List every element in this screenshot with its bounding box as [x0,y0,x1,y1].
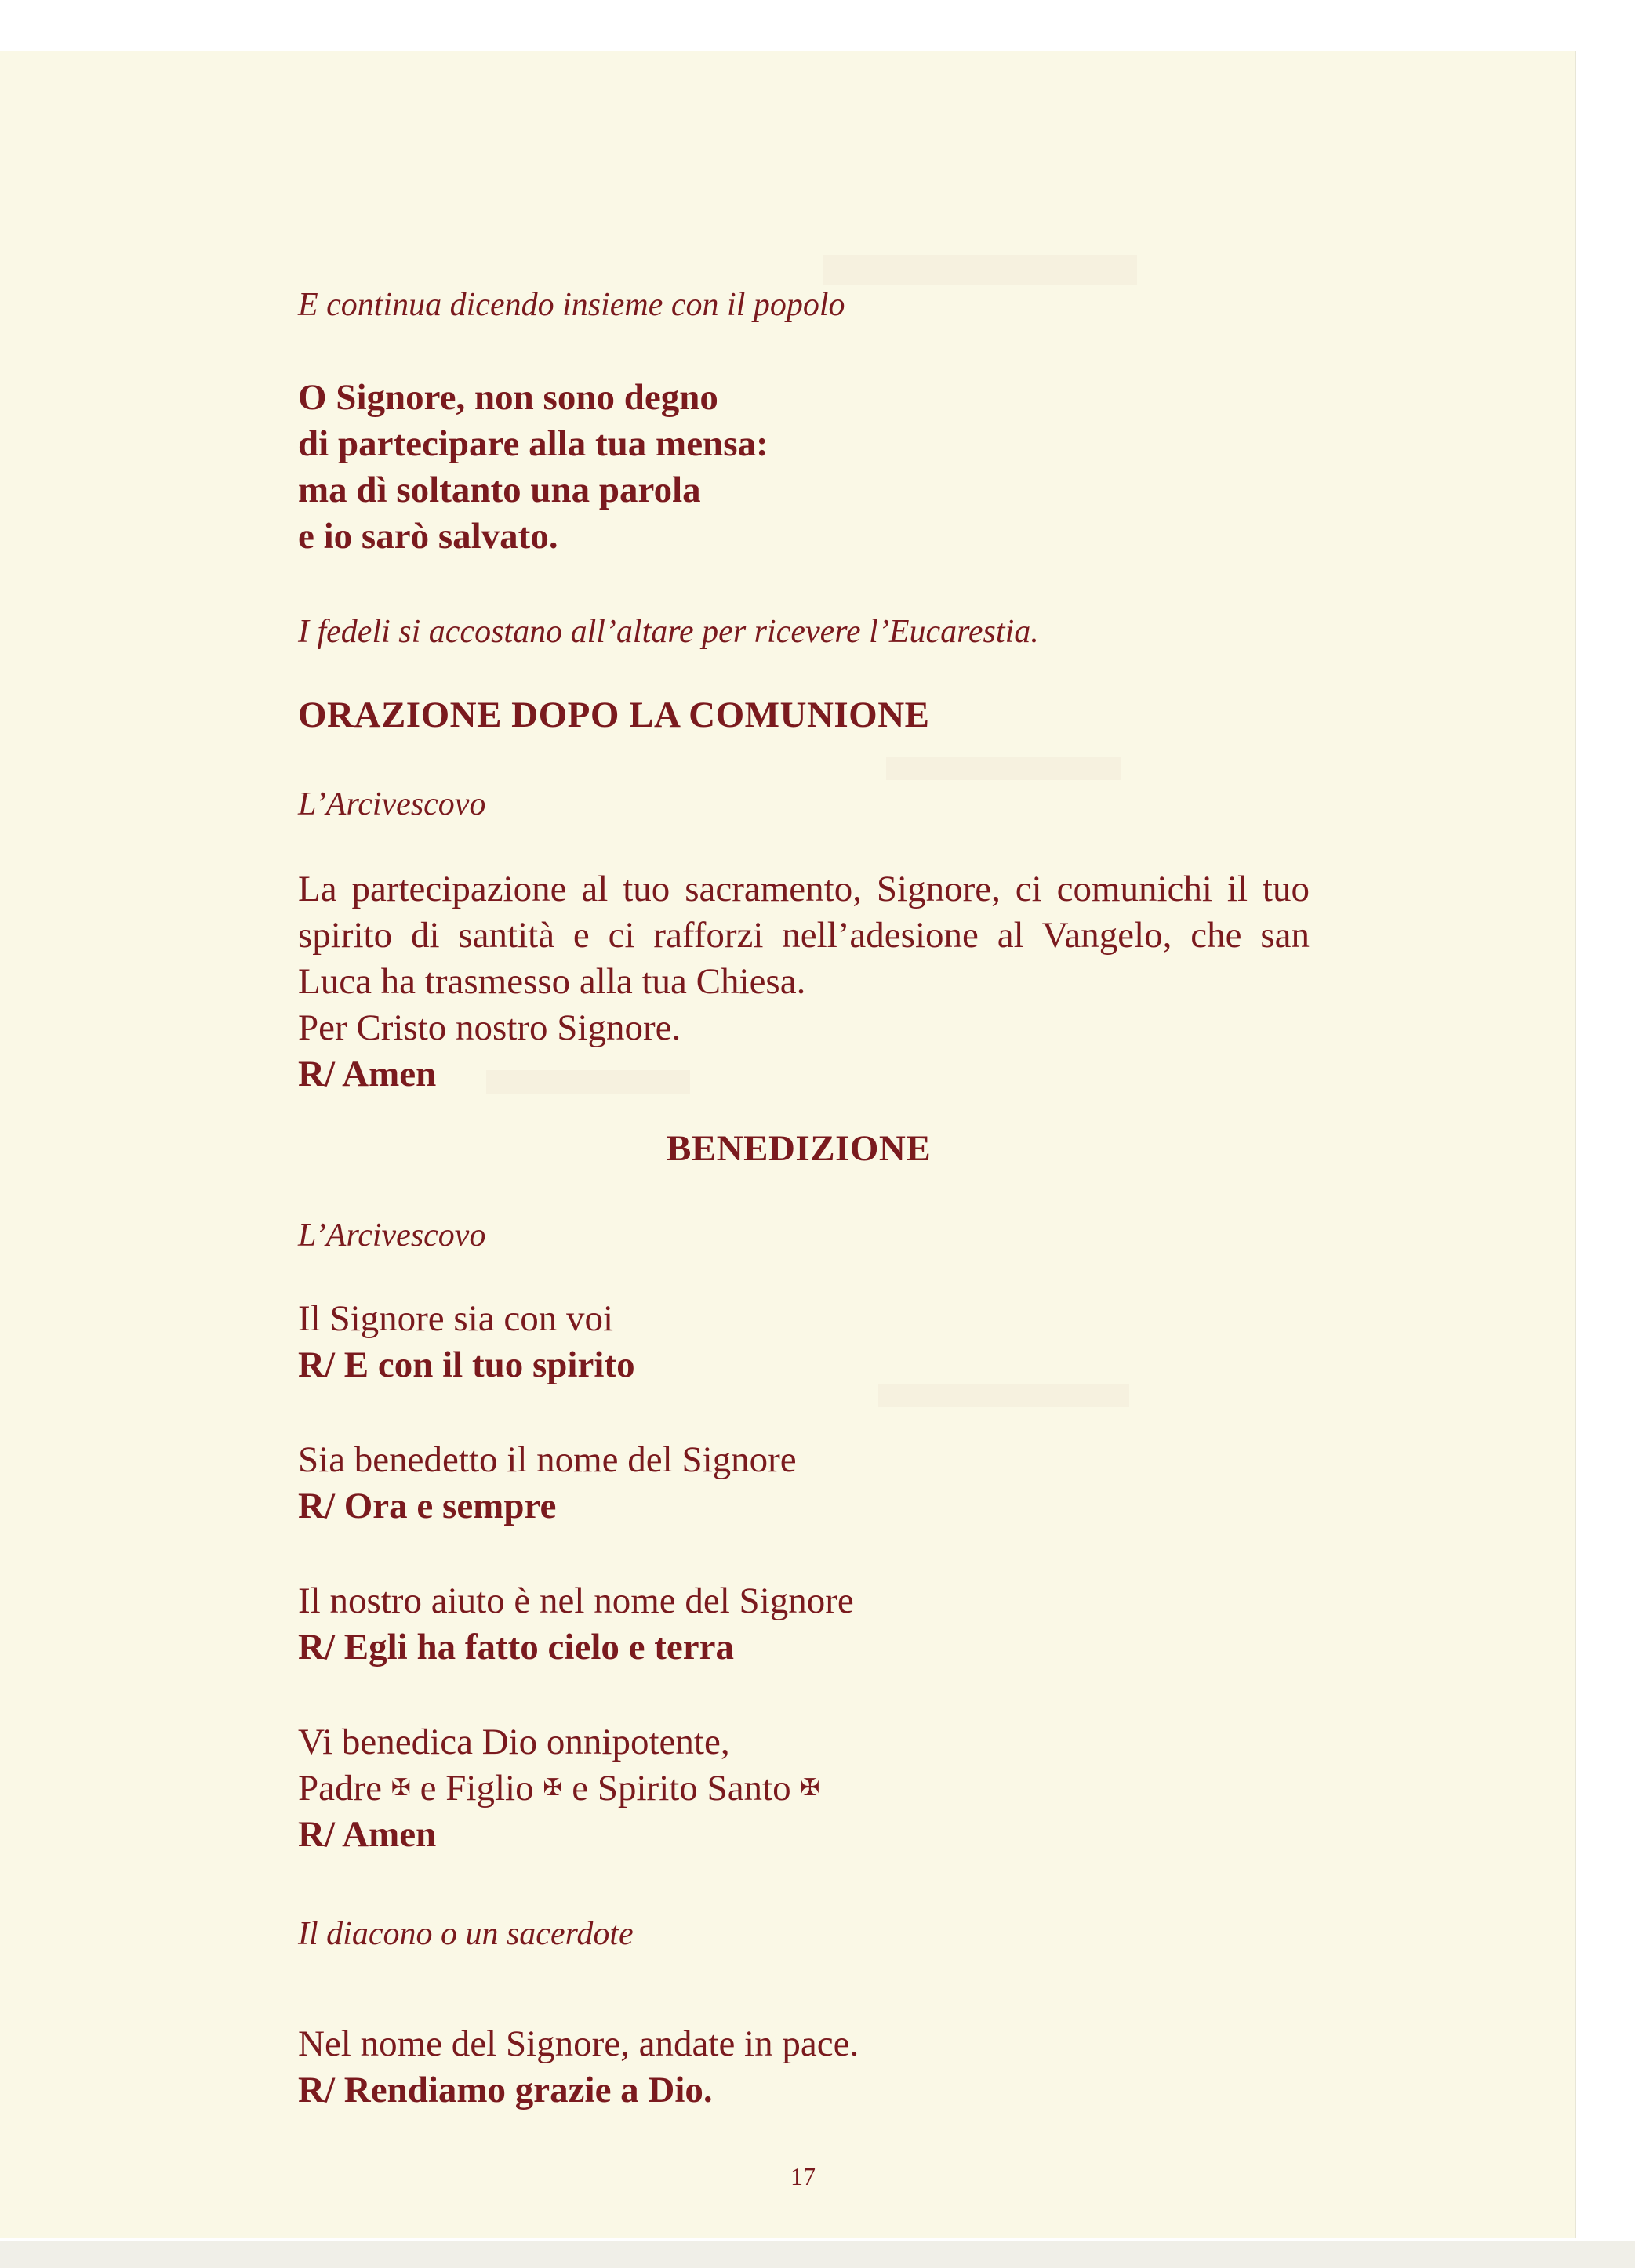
dialog-versicle: Il nostro aiuto è nel nome del Signore [298,1580,854,1621]
rubric-faithful: I fedeli si accostano all’altare per ricevere l’Eucarestia. [298,614,1039,650]
cross-icon: ✠ [800,1775,820,1801]
dialog-response: R/ E con il tuo spirito [298,1344,635,1385]
dialog-versicle: Il Signore sia con voi [298,1298,614,1339]
speaker-archbishop: L’Arcivescovo [298,786,486,822]
dialog-versicle: Sia benedetto il nome del Signore [298,1439,797,1480]
response-line: O Signore, non sono degno [298,377,718,418]
amen-response: R/ Amen [298,1054,437,1094]
rubric-intro: E continua dicendo insieme con il popolo [298,287,845,323]
prayer-line: La partecipazione al tuo sacramento, Signore, ci comunichi il tuo [298,869,1310,909]
dismissal-response: R/ Rendiamo grazie a Dio. [298,2070,713,2110]
speaker-deacon: Il diacono o un sacerdote [298,1916,634,1952]
cross-icon: ✠ [391,1775,411,1801]
cross-icon: ✠ [543,1775,563,1801]
page-number: 17 [790,2162,816,2190]
dialog-response: R/ Ora e sempre [298,1486,557,1526]
amen-response: R/ Amen [298,1814,437,1855]
bleed-band [486,1070,690,1098]
response-line: e io sarò salvato. [298,516,558,557]
blessing-figlio: e Figlio [420,1768,534,1809]
prayer-line: Luca ha trasmesso alla tua Chiesa. [298,961,806,1002]
scan-bottom-edge [0,2241,1635,2268]
response-line: ma dì soltanto una parola [298,470,701,510]
blessing-padre: Padre [298,1768,383,1809]
heading-blessing: BENEDIZIONE [667,1128,932,1169]
dismissal: Nel nome del Signore, andate in pace. [298,2023,859,2064]
bleed-band [823,255,1137,289]
blessing-spirito: e Spirito Santo [572,1768,791,1809]
response-line: di partecipare alla tua mensa: [298,423,768,464]
prayer-line: spirito di santità e ci rafforzi nell’adesione al Vangelo, che san [298,915,1310,956]
speaker-archbishop: L’Arcivescovo [298,1217,486,1254]
page-sheet [0,51,1575,2238]
bleed-band [878,1384,1129,1412]
blessing-trinity-line [298,1767,820,1809]
blessing-line: Vi benedica Dio onnipotente, [298,1722,730,1762]
prayer-line: Per Cristo nostro Signore. [298,1007,681,1048]
heading-prayer: ORAZIONE DOPO LA COMUNIONE [298,695,930,735]
dialog-response: R/ Egli ha fatto cielo e terra [298,1627,734,1667]
bleed-band [886,757,1121,785]
